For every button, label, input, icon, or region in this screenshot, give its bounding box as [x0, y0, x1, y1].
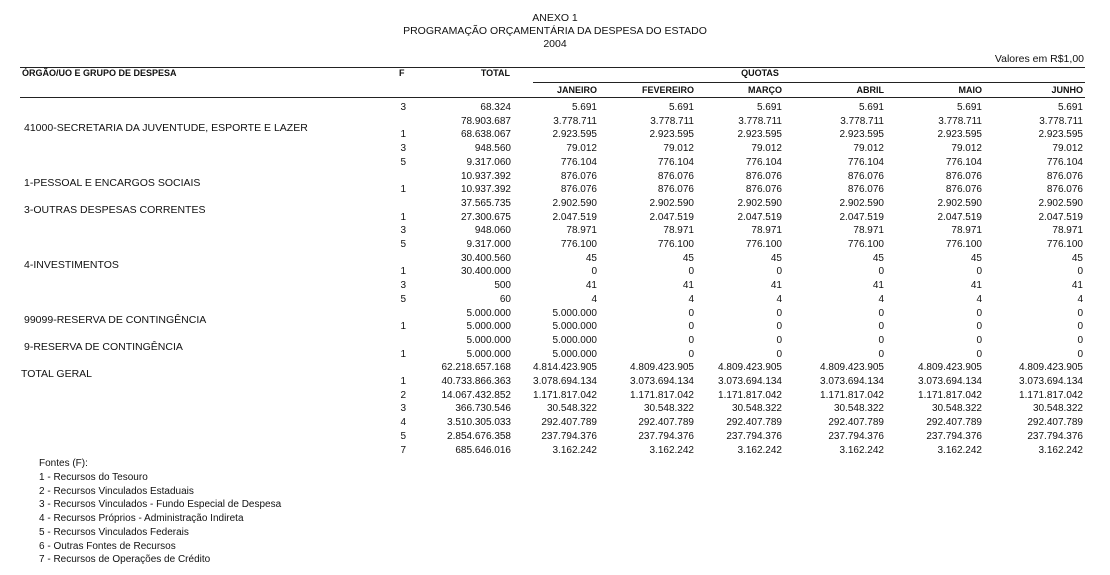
row-month-value: 3.073.694.134	[918, 376, 982, 387]
row-month-value: 2.902.590	[1038, 197, 1083, 209]
col-header-total: TOTAL	[480, 68, 510, 78]
row-month-value: 45	[770, 252, 782, 264]
row-month-value: 0	[591, 266, 597, 278]
row-label: 99099-RESERVA DE CONTINGÊNCIA	[24, 313, 207, 326]
row-label: 4-INVESTIMENTOS	[24, 258, 119, 271]
row-month-value: 4	[776, 293, 782, 305]
row-month-value: 0	[1077, 334, 1083, 346]
row-month-value: 3.078.694.134	[533, 376, 597, 387]
row-month-value: 2.902.590	[649, 197, 694, 209]
row-month-value: 876.076	[847, 170, 884, 182]
row-label: 9-RESERVA DE CONTINGÊNCIA	[24, 340, 183, 353]
row-total: 5.000.000	[466, 348, 511, 360]
row-month-value: 2.923.595	[737, 129, 782, 141]
source-legend-item: 7 - Recursos de Operações de Crédito	[39, 554, 211, 566]
row-source-f: 1	[400, 376, 406, 387]
row-month-value: 3.162.242	[737, 444, 782, 456]
row-month-value: 3.778.711	[738, 115, 782, 127]
row-month-value: 79.012	[751, 143, 782, 155]
row-month-value: 0	[776, 334, 782, 346]
row-month-value: 1.171.817.042	[533, 389, 597, 401]
row-month-value: 0	[878, 334, 884, 346]
col-header-orgao: ÓRGÃO/UO E GRUPO DE DESPESA	[22, 68, 177, 78]
row-month-value: 3.778.711	[938, 115, 982, 127]
source-legend-item: 1 - Recursos do Tesouro	[39, 472, 148, 483]
row-month-value: 876.076	[1046, 170, 1083, 182]
row-source-f: 4	[400, 417, 406, 429]
row-month-value: 5.000.000	[552, 321, 597, 333]
row-total: 366.730.546	[455, 403, 511, 415]
row-month-value: 41	[770, 280, 782, 292]
row-month-value: 3.073.694.134	[718, 376, 782, 387]
row-month-value: 4	[591, 293, 597, 305]
row-month-value: 2.902.590	[737, 197, 782, 209]
row-month-value: 2.047.519	[937, 211, 982, 223]
document-title: PROGRAMAÇÃO ORÇAMENTÁRIA DA DESPESA DO ESTADO	[403, 25, 707, 37]
row-month-value: 2.923.595	[937, 129, 982, 141]
row-month-value: 776.100	[560, 239, 597, 250]
row-month-value: 4	[688, 293, 694, 305]
row-month-value: 0	[976, 321, 982, 333]
row-month-value: 2.902.590	[552, 197, 597, 209]
row-month-value: 776.100	[1046, 239, 1083, 250]
row-month-value: 3.778.711	[650, 115, 694, 127]
col-header-month: ABRIL	[856, 85, 884, 95]
row-month-value: 3.073.694.134	[820, 376, 884, 387]
row-source-f: 7	[400, 444, 406, 456]
col-header-quotas: QUOTAS	[741, 68, 779, 78]
row-source-f: 1	[400, 129, 406, 141]
row-total: 37.565.735	[460, 197, 511, 209]
row-source-f: 5	[400, 156, 406, 168]
row-month-value: 0	[776, 307, 782, 319]
row-month-value: 292.407.789	[726, 417, 782, 429]
row-month-value: 30.548.322	[643, 403, 694, 415]
header-bottom-rule	[20, 97, 1085, 98]
row-month-value: 30.548.322	[1032, 403, 1083, 415]
row-label: TOTAL GERAL	[21, 368, 92, 381]
row-month-value: 876.076	[945, 184, 982, 196]
row-month-value: 5.000.000	[552, 348, 597, 360]
row-month-value: 5.000.000	[552, 307, 597, 319]
row-source-f: 3	[400, 102, 406, 113]
row-month-value: 2.902.590	[937, 197, 982, 209]
row-month-value: 776.104	[847, 156, 884, 168]
row-month-value: 237.794.376	[1027, 430, 1083, 442]
row-total: 78.903.687	[460, 115, 511, 127]
row-month-value: 3.778.711	[1039, 115, 1083, 127]
units-note: Valores em R$1,00	[994, 53, 1084, 65]
row-month-value: 0	[776, 266, 782, 278]
row-month-value: 4	[1077, 293, 1083, 305]
row-total: 5.000.000	[466, 334, 511, 346]
row-month-value: 876.076	[847, 184, 884, 196]
row-month-value: 292.407.789	[541, 417, 597, 429]
row-total: 10.937.392	[460, 184, 511, 196]
row-source-f: 3	[400, 225, 406, 237]
row-total: 30.400.560	[460, 252, 511, 264]
row-total: 685.646.016	[455, 444, 511, 456]
row-month-value: 292.407.789	[638, 417, 694, 429]
row-total: 14.067.432.852	[441, 389, 511, 401]
row-month-value: 3.778.711	[553, 115, 597, 127]
row-month-value: 45	[682, 252, 694, 264]
row-month-value: 1.171.817.042	[820, 389, 884, 401]
col-header-month: FEVEREIRO	[641, 85, 694, 95]
row-month-value: 0	[976, 307, 982, 319]
row-month-value: 776.100	[657, 239, 694, 250]
row-month-value: 5.691	[858, 102, 884, 113]
row-total: 3.510.305.033	[447, 417, 511, 429]
document-year: 2004	[543, 38, 567, 50]
row-month-value: 0	[1077, 266, 1083, 278]
source-legend-item: 2 - Recursos Vinculados Estaduais	[39, 485, 194, 497]
row-month-value: 41	[1071, 280, 1083, 292]
col-header-f: F	[399, 68, 405, 78]
row-month-value: 292.407.789	[828, 417, 884, 429]
row-month-value: 45	[872, 252, 884, 264]
row-month-value: 237.794.376	[726, 430, 782, 442]
row-month-value: 876.076	[560, 170, 597, 182]
row-month-value: 30.548.322	[833, 403, 884, 415]
row-total: 5.000.000	[466, 321, 511, 333]
row-month-value: 3.162.242	[552, 444, 597, 456]
row-total: 2.854.676.358	[447, 430, 511, 442]
row-month-value: 79.012	[663, 143, 694, 155]
row-month-value: 876.076	[1046, 184, 1083, 196]
row-month-value: 1.171.817.042	[718, 389, 782, 401]
row-month-value: 2.923.595	[649, 129, 694, 141]
row-month-value: 0	[976, 334, 982, 346]
row-month-value: 78.971	[1052, 225, 1083, 237]
row-month-value: 3.073.694.134	[1019, 376, 1083, 387]
row-month-value: 30.548.322	[731, 403, 782, 415]
row-month-value: 776.104	[945, 156, 982, 168]
row-source-f: 5	[400, 239, 406, 250]
row-month-value: 2.902.590	[839, 197, 884, 209]
row-month-value: 3.162.242	[649, 444, 694, 456]
row-month-value: 0	[878, 348, 884, 360]
row-month-value: 0	[688, 307, 694, 319]
row-month-value: 876.076	[560, 184, 597, 196]
row-month-value: 41	[970, 280, 982, 292]
row-month-value: 30.548.322	[546, 403, 597, 415]
row-month-value: 0	[688, 334, 694, 346]
row-month-value: 45	[1071, 252, 1083, 264]
row-total: 5.000.000	[466, 307, 511, 319]
row-total: 9.317.000	[466, 239, 511, 250]
row-month-value: 0	[776, 348, 782, 360]
row-month-value: 79.012	[566, 143, 597, 155]
row-month-value: 292.407.789	[926, 417, 982, 429]
row-month-value: 5.000.000	[552, 334, 597, 346]
row-total: 500	[494, 280, 511, 292]
row-month-value: 41	[682, 280, 694, 292]
row-month-value: 0	[878, 321, 884, 333]
row-total: 60	[499, 293, 511, 305]
row-month-value: 3.162.242	[1038, 444, 1083, 456]
row-total: 27.300.675	[460, 211, 511, 223]
row-month-value: 1.171.817.042	[918, 389, 982, 401]
row-month-value: 2.047.519	[1038, 211, 1083, 223]
source-legend-item: 3 - Recursos Vinculados - Fundo Especial de Despesa	[39, 499, 282, 511]
row-month-value: 0	[688, 266, 694, 278]
document-annex-label: ANEXO 1	[532, 12, 578, 24]
row-source-f: 1	[400, 321, 406, 333]
row-month-value: 79.012	[951, 143, 982, 155]
row-month-value: 4.809.423.905	[630, 362, 694, 374]
row-month-value: 1.171.817.042	[630, 389, 694, 401]
row-month-value: 0	[776, 321, 782, 333]
row-total: 10.937.392	[460, 170, 511, 182]
row-source-f: 5	[400, 293, 406, 305]
row-month-value: 237.794.376	[828, 430, 884, 442]
row-month-value: 2.047.519	[839, 211, 884, 223]
row-month-value: 5.691	[571, 102, 597, 113]
row-total: 9.317.060	[466, 156, 511, 168]
row-month-value: 0	[878, 307, 884, 319]
row-month-value: 4.814.423.905	[533, 362, 597, 374]
row-month-value: 0	[976, 348, 982, 360]
row-month-value: 78.971	[751, 225, 782, 237]
row-month-value: 4.809.423.905	[918, 362, 982, 374]
row-month-value: 0	[878, 266, 884, 278]
row-month-value: 876.076	[945, 170, 982, 182]
row-source-f: 2	[400, 389, 406, 401]
row-month-value: 4.809.423.905	[820, 362, 884, 374]
row-label: 41000-SECRETARIA DA JUVENTUDE, ESPORTE E LAZER	[24, 121, 308, 134]
col-header-month: JUNHO	[1051, 85, 1083, 95]
row-month-value: 79.012	[1052, 143, 1083, 155]
source-legend-item: 5 - Recursos Vinculados Federais	[39, 526, 189, 538]
row-month-value: 45	[585, 252, 597, 264]
row-month-value: 2.923.595	[552, 129, 597, 141]
row-month-value: 78.971	[566, 225, 597, 237]
row-total: 948.060	[474, 225, 511, 237]
row-month-value: 78.971	[663, 225, 694, 237]
row-source-f: 3	[400, 403, 406, 415]
row-month-value: 0	[688, 321, 694, 333]
row-total: 68.638.067	[460, 129, 511, 141]
row-month-value: 4	[976, 293, 982, 305]
col-header-month: JANEIRO	[556, 85, 597, 95]
row-month-value: 3.162.242	[937, 444, 982, 456]
row-label: 1-PESSOAL E ENCARGOS SOCIAIS	[24, 176, 201, 189]
row-month-value: 0	[1077, 348, 1083, 360]
source-legend-item: 6 - Outras Fontes de Recursos	[39, 540, 176, 552]
row-month-value: 237.794.376	[541, 430, 597, 442]
row-month-value: 1.171.817.042	[1019, 389, 1083, 401]
row-month-value: 4.809.423.905	[718, 362, 782, 374]
row-month-value: 4	[878, 293, 884, 305]
row-month-value: 876.076	[745, 170, 782, 182]
row-month-value: 776.104	[1046, 156, 1083, 168]
row-source-f: 1	[400, 184, 406, 196]
row-month-value: 776.104	[560, 156, 597, 168]
row-month-value: 0	[1077, 321, 1083, 333]
row-month-value: 876.076	[657, 170, 694, 182]
row-month-value: 776.104	[745, 156, 782, 168]
row-month-value: 2.047.519	[552, 211, 597, 223]
row-total: 30.400.000	[460, 266, 511, 278]
row-month-value: 30.548.322	[931, 403, 982, 415]
row-source-f: 3	[400, 280, 406, 292]
row-month-value: 0	[976, 266, 982, 278]
row-month-value: 3.162.242	[839, 444, 884, 456]
row-month-value: 2.047.519	[737, 211, 782, 223]
row-label: 3-OUTRAS DESPESAS CORRENTES	[24, 203, 206, 216]
row-month-value: 41	[872, 280, 884, 292]
row-month-value: 5.691	[1057, 102, 1083, 113]
row-month-value: 4.809.423.905	[1019, 362, 1083, 374]
row-month-value: 41	[585, 280, 597, 292]
row-month-value: 45	[970, 252, 982, 264]
row-total: 62.218.657.168	[441, 362, 511, 374]
row-month-value: 237.794.376	[926, 430, 982, 442]
row-source-f: 1	[400, 348, 406, 360]
row-month-value: 776.100	[847, 239, 884, 250]
row-total: 948.560	[474, 143, 511, 155]
row-month-value: 5.691	[756, 102, 782, 113]
row-month-value: 876.076	[657, 184, 694, 196]
row-month-value: 5.691	[956, 102, 982, 113]
row-total: 68.324	[480, 102, 511, 113]
source-legend-item: 4 - Recursos Próprios - Administração Indireta	[39, 513, 244, 525]
row-month-value: 776.100	[945, 239, 982, 250]
row-source-f: 5	[400, 430, 406, 442]
row-source-f: 1	[400, 266, 406, 278]
row-month-value: 78.971	[853, 225, 884, 237]
header-top-rule	[20, 67, 1085, 68]
row-month-value: 876.076	[745, 184, 782, 196]
row-month-value: 2.923.595	[839, 129, 884, 141]
row-month-value: 3.778.711	[840, 115, 884, 127]
row-month-value: 5.691	[668, 102, 694, 113]
row-source-f: 3	[400, 143, 406, 155]
row-total: 40.733.866.363	[441, 376, 511, 387]
row-month-value: 237.794.376	[638, 430, 694, 442]
row-month-value: 2.923.595	[1038, 129, 1083, 141]
footer-title: Fontes (F):	[39, 458, 88, 469]
row-month-value: 0	[688, 348, 694, 360]
row-month-value: 2.047.519	[649, 211, 694, 223]
row-month-value: 78.971	[951, 225, 982, 237]
row-month-value: 292.407.789	[1027, 417, 1083, 429]
col-header-month: MARÇO	[748, 85, 782, 95]
col-header-month: MAIO	[958, 85, 982, 95]
row-month-value: 3.073.694.134	[630, 376, 694, 387]
quotas-rule	[533, 82, 1085, 83]
row-month-value: 0	[1077, 307, 1083, 319]
row-month-value: 776.100	[745, 239, 782, 250]
row-source-f: 1	[400, 211, 406, 223]
row-month-value: 776.104	[657, 156, 694, 168]
row-month-value: 79.012	[853, 143, 884, 155]
